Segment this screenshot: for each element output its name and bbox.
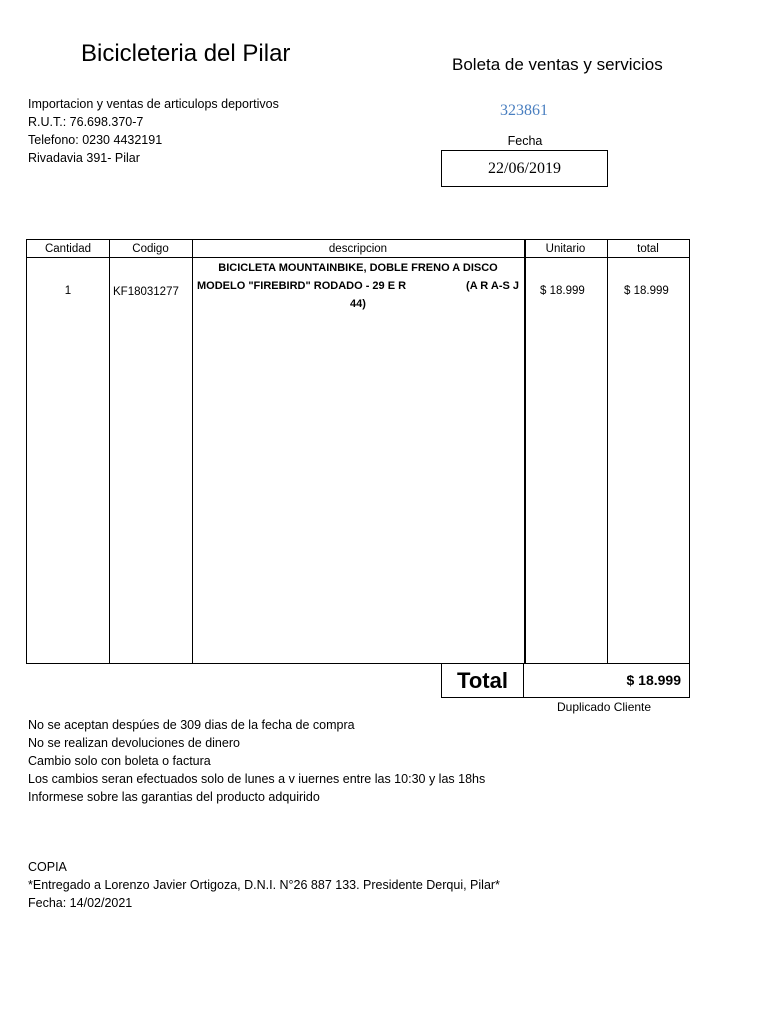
copy-label: COPIA bbox=[28, 860, 67, 874]
row-unitario: $ 18.999 bbox=[540, 285, 585, 297]
description-line-2: MODELO "FIREBIRD" RODADO - 29 E R bbox=[197, 280, 407, 292]
document-number: 323861 bbox=[500, 102, 548, 119]
items-table bbox=[26, 239, 690, 664]
company-activity: Importacion y ventas de articulops deportivos bbox=[28, 97, 279, 111]
term-line: Los cambios seran efectuados solo de lunes a v iuernes entre las 10:30 y las 18hs bbox=[28, 772, 486, 786]
document-type: Boleta de ventas y servicios bbox=[452, 55, 663, 74]
total-value-box bbox=[524, 663, 690, 698]
footer bbox=[28, 858, 500, 912]
company-phone: Telefono: 0230 4432191 bbox=[28, 133, 163, 147]
shop-name: Bicicleteria del Pilar bbox=[81, 40, 291, 67]
column-divider bbox=[607, 240, 608, 663]
row-cantidad: 1 bbox=[64, 285, 72, 297]
term-line: No se realizan devoluciones de dinero bbox=[28, 736, 240, 750]
column-divider bbox=[524, 240, 526, 663]
term-line: Cambio solo con boleta o factura bbox=[28, 754, 211, 768]
description-line-1: BICICLETA MOUNTAINBIKE, DOBLE FRENO A DISCO bbox=[218, 262, 498, 274]
delivery-note: *Entregado a Lorenzo Javier Ortigoza, D.N.I. N°26 887 133. Presidente Derqui, Pilar* bbox=[28, 878, 500, 892]
description-line-3: 44) bbox=[350, 298, 366, 310]
footer-date: Fecha: 14/02/2021 bbox=[28, 896, 133, 910]
term-line: No se aceptan despúes de 309 dias de la fecha de compra bbox=[28, 718, 355, 732]
date-label: Fecha bbox=[507, 134, 543, 148]
row-total: $ 18.999 bbox=[624, 285, 669, 297]
column-divider bbox=[109, 240, 110, 663]
description-line-2-code: (A R A-S J bbox=[466, 280, 519, 292]
row-codigo: KF18031277 bbox=[113, 286, 179, 298]
copy-note: Duplicado Cliente bbox=[557, 700, 652, 714]
col-header-codigo: Codigo bbox=[132, 242, 169, 255]
company-address: Rivadavia 391- Pilar bbox=[28, 151, 140, 165]
terms-list bbox=[28, 716, 485, 806]
col-header-descripcion: descripcion bbox=[328, 242, 388, 255]
total-label: Total bbox=[441, 663, 524, 698]
date-value: 22/06/2019 bbox=[488, 159, 561, 177]
company-rut: R.U.T.: 76.698.370-7 bbox=[28, 115, 144, 129]
total-value: $ 18.999 bbox=[626, 672, 681, 688]
col-header-unitario: Unitario bbox=[545, 242, 586, 255]
date-box bbox=[441, 150, 608, 187]
row-description bbox=[193, 259, 523, 313]
company-info bbox=[28, 95, 279, 167]
col-header-cantidad: Cantidad bbox=[44, 242, 92, 255]
term-line: Informese sobre las garantias del producto adquirido bbox=[28, 790, 320, 804]
col-header-total: total bbox=[637, 242, 659, 255]
header-divider bbox=[27, 257, 689, 258]
